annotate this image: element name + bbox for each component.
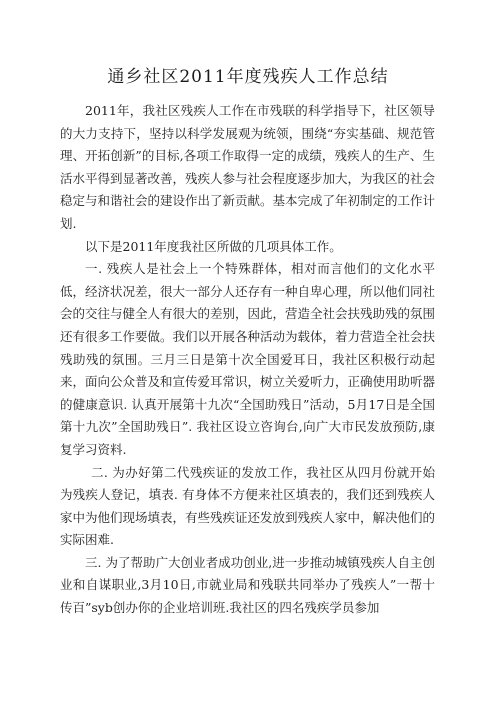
paragraph-intro: 2011年，我社区残疾人工作在市残联的科学指导下，社区领导的大力支持下，坚持以科学发展观为统领，围绕“夯实基础、规范管理、开拓创新”的目标,各项工作取得一定的成绩，残疾人的生产、生活水平得到显著改善，残疾人参与社会程度逐步加大，为我区的社会稳定与和谐社会的建设作出了新贡献。基本完成了年初制定的工作计划. (60, 103, 436, 231)
paragraph-item-2: 二. 为办好第二代残疾证的发放工作，我社区从四月份就开始为残疾人登记，填表. 有身体不方便来社区填表的，我们还到残疾人家中为他们现场填表，有些残疾证还发放到残疾人家中，解决他们的实际困难. (60, 464, 436, 548)
paragraph-item-1: 一. 残疾人是社会上一个特殊群体，相对而言他们的文化水平低，经济状况差，很大一部分人还存有一种自卑心理，所以他们同社会的交往与健全人有很大的差别，因此，营造全社会扶残助残的氛围还有很多工作要做。我们以开展各种活动为载体，着力营造全社会扶残助残的氛围。三月三日是第十次全国爱耳日，我社区积极行动起来，面向公众普及和宣传爱耳常识，树立关爱听力，正确使用助听器的健康意识. 认真开展第十九次“全国助残日”活动，5月17日是全国第十九次”全国助残日”. 我社区设立咨询台,向广大市民发放预防,康复学习资料. (60, 261, 436, 457)
paragraph-item-3: 三. 为了帮助广大创业者成功创业,进一步推动城镇残疾人自主创业和自谋职业,3月10日,市就业局和残联共同举办了残疾人”一帮十传百”syb创办你的企业培训班.我社区的四名残疾学员参加 (60, 554, 435, 616)
paragraph-overview: 以下是2011年度我社区所做的几项具体工作。 (85, 238, 342, 254)
document-body (60, 100, 435, 620)
document-title: 通乡社区2011年度残疾人工作总结 (107, 67, 389, 87)
